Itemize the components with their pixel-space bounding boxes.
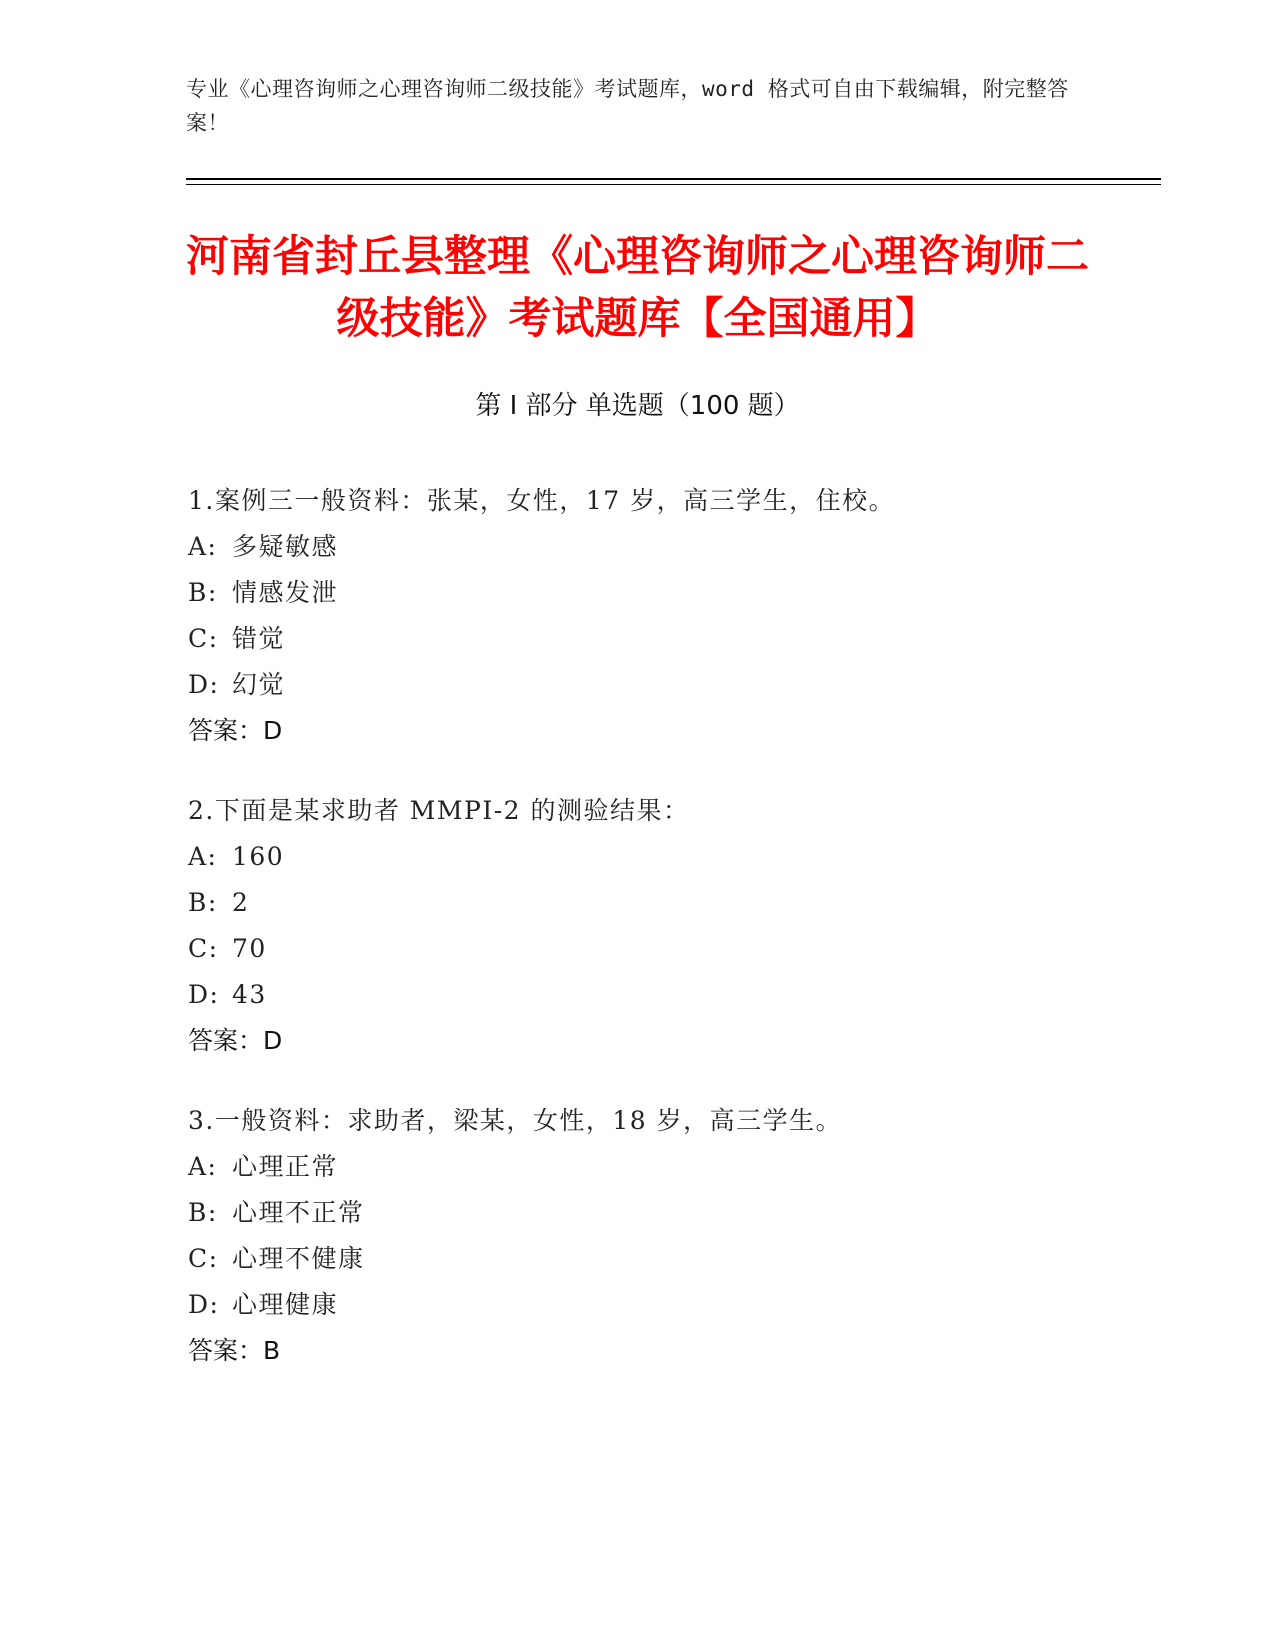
question-list <box>188 478 1148 1408</box>
option-letter: C: <box>188 1244 219 1273</box>
section-heading: 第 I 部分 单选题（100 题） <box>475 391 800 421</box>
question-item <box>188 1098 1148 1374</box>
option-d <box>188 662 1148 708</box>
answer-value: D <box>263 1026 283 1055</box>
option-text: 160 <box>232 842 285 871</box>
option-text: 43 <box>232 980 267 1009</box>
option-d <box>188 972 1148 1018</box>
header-divider-thin <box>186 184 1161 185</box>
question-stem: 2.下面是某求助者 MMPI-2 的测验结果： <box>188 796 690 825</box>
option-text: 情感发泄 <box>232 578 339 607</box>
header-divider-thick <box>186 178 1161 180</box>
answer-value: B <box>263 1336 281 1365</box>
option-a <box>188 1144 1148 1190</box>
option-text: 多疑敏感 <box>232 532 339 561</box>
option-d <box>188 1282 1148 1328</box>
option-text: 心理正常 <box>232 1152 339 1181</box>
option-letter: C: <box>188 934 219 963</box>
option-letter: D: <box>188 980 220 1009</box>
question-stem: 3.一般资料：求助者，梁某，女性，18 岁，高三学生。 <box>188 1106 843 1135</box>
option-b <box>188 570 1148 616</box>
answer-label: 答案： <box>188 716 264 745</box>
option-text: 幻觉 <box>232 670 286 699</box>
document-title: 河南省封丘县整理《心理咨询师之心理咨询师二级技能》考试题库【全国通用】 <box>186 232 1089 344</box>
option-letter: D: <box>188 1290 220 1319</box>
option-letter: B: <box>188 1198 218 1227</box>
answer-line <box>188 1018 1148 1064</box>
option-text: 70 <box>232 934 267 963</box>
option-letter: D: <box>188 670 220 699</box>
option-c <box>188 616 1148 662</box>
answer-value: D <box>263 716 283 745</box>
option-c <box>188 926 1148 972</box>
answer-line <box>188 708 1148 754</box>
option-text: 心理健康 <box>232 1290 339 1319</box>
document-header-note: 专业《心理咨询师之心理咨询师二级技能》考试题库，word 格式可自由下载编辑，附完整答案！ <box>186 77 1069 135</box>
option-letter: B: <box>188 578 218 607</box>
option-letter: A: <box>188 842 218 871</box>
option-letter: B: <box>188 888 218 917</box>
option-b <box>188 1190 1148 1236</box>
option-c <box>188 1236 1148 1282</box>
answer-label: 答案： <box>188 1026 264 1055</box>
answer-line <box>188 1328 1148 1374</box>
option-a <box>188 834 1148 880</box>
option-text: 心理不正常 <box>232 1198 365 1227</box>
answer-label: 答案： <box>188 1336 264 1365</box>
option-a <box>188 524 1148 570</box>
question-stem: 1.案例三一般资料：张某，女性，17 岁，高三学生，住校。 <box>188 486 896 515</box>
option-text: 心理不健康 <box>232 1244 365 1273</box>
option-text: 错觉 <box>232 624 286 653</box>
question-item <box>188 478 1148 754</box>
option-letter: A: <box>188 1152 218 1181</box>
option-text: 2 <box>232 888 250 917</box>
option-letter: C: <box>188 624 219 653</box>
question-item <box>188 788 1148 1064</box>
option-b <box>188 880 1148 926</box>
option-letter: A: <box>188 532 218 561</box>
